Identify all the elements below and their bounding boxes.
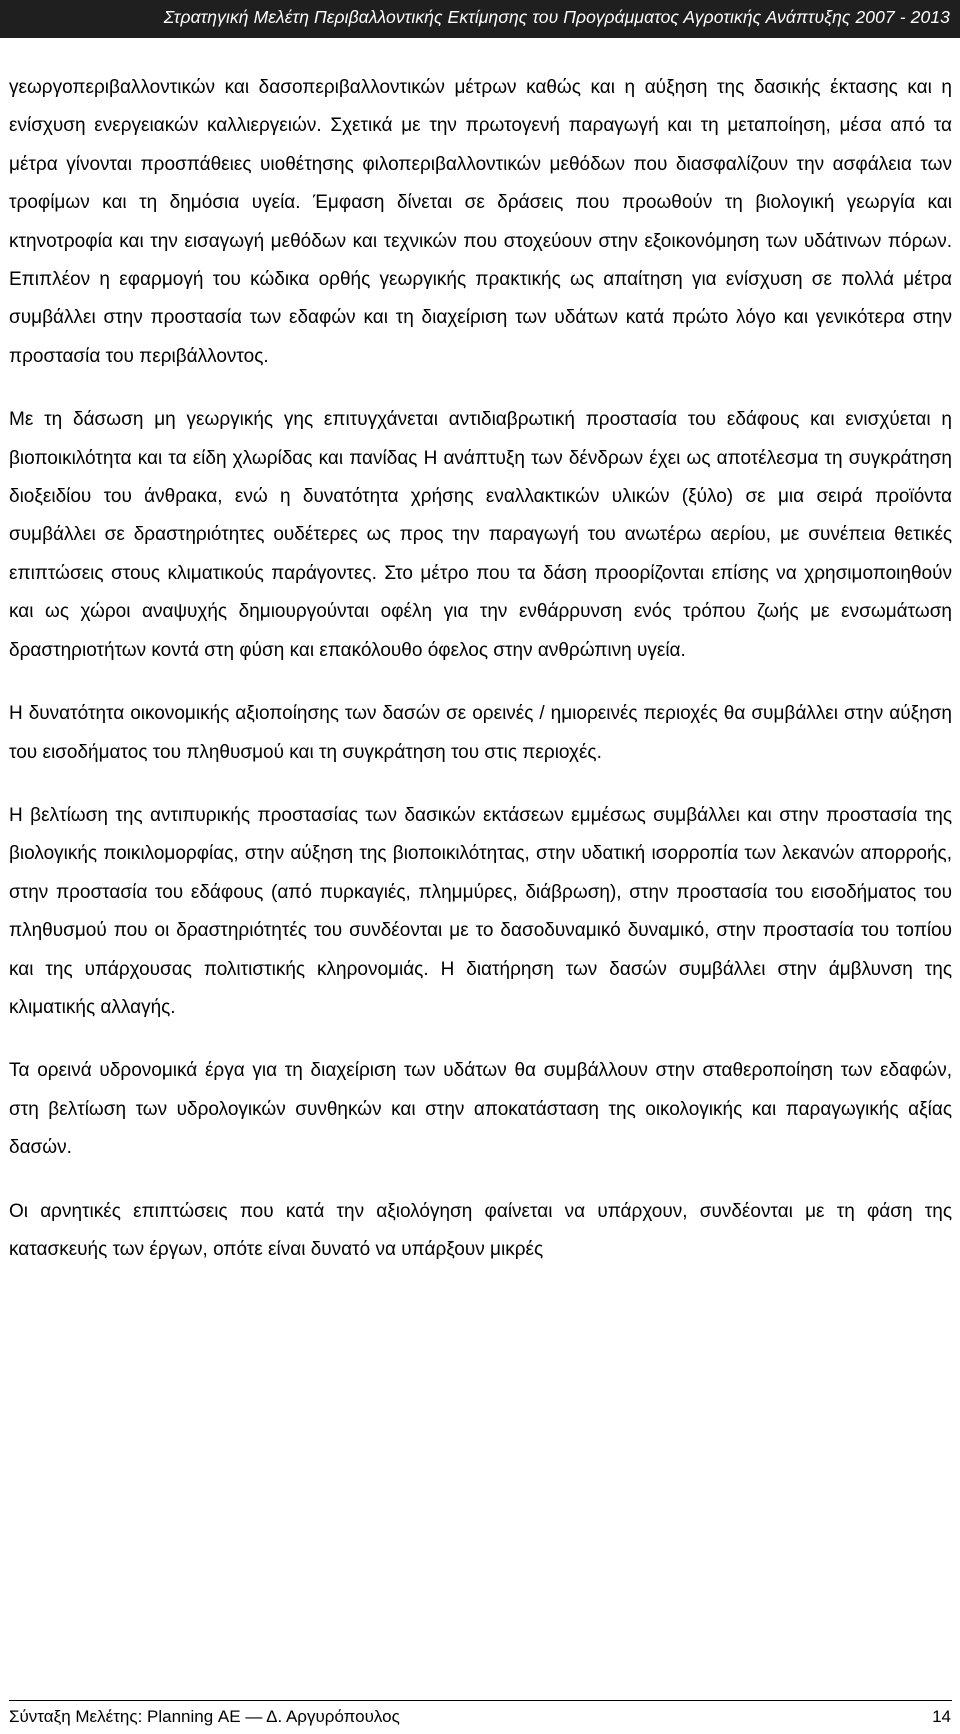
paragraph: Η δυνατότητα οικονομικής αξιοποίησης των δασών σε ορεινές / ημιορεινές περιοχές θα συμβάλλει στην αύξηση του εισοδήματος του πληθυσμού και τη συγκράτηση του στις περιοχές. xyxy=(9,703,952,763)
footer-divider xyxy=(9,1700,952,1701)
paragraph: Οι αρνητικές επιπτώσεις που κατά την αξιολόγηση φαίνεται να υπάρχουν, συνδέονται με τη φάση της κατασκευής των έργων, οπότε είναι δυνατό να υπάρξουν μικρές xyxy=(9,1200,952,1260)
footer-credit: Σύνταξη Μελέτης: Planning ΑΕ — Δ. Αργυρόπουλος xyxy=(9,1707,400,1726)
header-title: Στρατηγική Μελέτη Περιβαλλοντικής Εκτίμησης του Προγράμματος Αγροτικής Ανάπτυξης 2007 - 2013 xyxy=(163,7,950,27)
paragraph: Η βελτίωση της αντιπυρικής προστασίας των δασικών εκτάσεων εμμέσως συμβάλλει και στην προστασία της βιολογικής ποικιλομορφίας, στην αύξηση της βιοποικιλότητας, στην υδατική ισορροπία των λεκανών απορροής, στην προστασία του εδάφους (από πυρκαγιές, πλημμύρες, διάβρωση), στην προστασία του εισοδήματος του πληθυσμού που οι δραστηριότητές του συνδέονται με το δασοδυναμικό δυναμικό, στην προστασία του τοπίου και της υπάρχουσας πολιτιστικής κληρονομιάς. Η διατήρηση των δασών συμβάλλει στην άμβλυνση της κλιματικής αλλαγής. xyxy=(9,804,952,1018)
document-body xyxy=(9,69,952,1294)
paragraph: γεωργοπεριβαλλοντικών και δασοπεριβαλλοντικών μέτρων καθώς και η αύξηση της δασικής έκτασης και η ενίσχυση ενεργειακών καλλιεργειών. Σχετικά με την πρωτογενή παραγωγή και τη μεταποίηση, μέσα από τα μέτρα γίνονται προσπάθειες υιοθέτησης φιλοπεριβαλλοντικών μεθόδων που διασφαλίζουν την ασφάλεια των τροφίμων και τη δημόσια υγεία. Έμφαση δίνεται σε δράσεις που προωθούν τη βιολογική γεωργία και κτηνοτροφία και την εισαγωγή μεθόδων και τεχνικών που στοχεύουν στην εξοικονόμηση των υδάτινων πόρων. Επιπλέον η εφαρμογή του κώδικα ορθής γεωργικής πρακτικής ως απαίτηση για ενίσχυση σε πολλά μέτρα συμβάλλει στην προστασία των εδαφών και τη διαχείριση των υδάτων κατά πρώτο λόγο και γενικότερα στην προστασία του περιβάλλοντος. xyxy=(9,77,952,367)
paragraph: Με τη δάσωση μη γεωργικής γης επιτυγχάνεται αντιδιαβρωτική προστασία του εδάφους και ενισχύεται η βιοποικιλότητα και τα είδη χλωρίδας και πανίδας Η ανάπτυξη των δένδρων έχει ως αποτέλεσμα τη συγκράτηση διοξειδίου του άνθρακα, ενώ η δυνατότητα χρήσης εναλλακτικών υλικών (ξύλο) σε μια σειρά προϊόντα συμβάλλει σε δραστηριότητες ουδέτερες ως προς την παραγωγή του ανωτέρω αερίου, με συνέπεια θετικές επιπτώσεις στους κλιματικούς παράγοντες. Στο μέτρο που τα δάση προορίζονται επίσης να χρησιμοποιηθούν και ως χώροι αναψυχής δημιουργούνται οφέλη για την ενθάρρυνση ενός τρόπου ζωής με ενσωμάτωση δραστηριοτήτων κοντά στη φύση και επακόλουθο όφελος στην ανθρώπινη υγεία. xyxy=(9,409,952,661)
running-header xyxy=(0,0,960,38)
page-number: 14 xyxy=(932,1707,951,1726)
paragraph: Τα ορεινά υδρονομικά έργα για τη διαχείριση των υδάτων θα συμβάλλουν στην σταθεροποίηση των εδαφών, στη βελτίωση των υδρολογικών συνθηκών και στην αποκατάσταση της οικολογικής και παραγωγικής αξίας δασών. xyxy=(9,1060,952,1159)
